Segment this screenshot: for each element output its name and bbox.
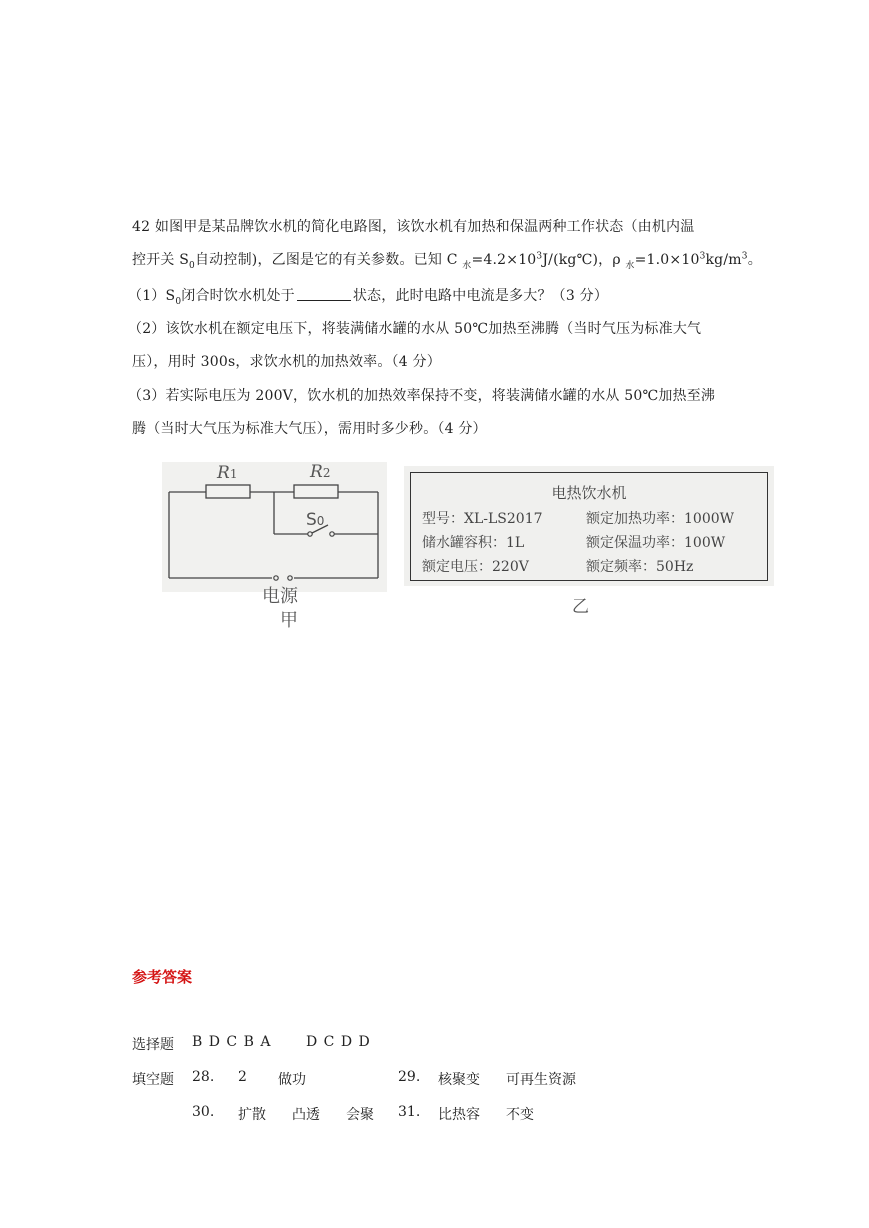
fill-item: 不变 xyxy=(506,1107,534,1123)
question-part-3-line-2: 腾（当时大气压为标准大气压），需用时多少秒。（4 分） xyxy=(132,421,487,437)
fill-item: 比热容 xyxy=(438,1107,480,1123)
fill-item: 31. xyxy=(398,1104,421,1120)
nameplate-keep-power: 额定保温功率：100W xyxy=(586,535,726,551)
circuit-diagram xyxy=(162,462,387,592)
fill-item: 扩散 xyxy=(238,1107,266,1123)
fill-item: 28. xyxy=(192,1069,215,1085)
nameplate-model: 型号：XL-LS2017 xyxy=(422,511,543,527)
question-line-1: 42 如图甲是某品牌饮水机的简化电路图，该饮水机有加热和保温两种工作状态（由机内温 xyxy=(132,219,695,235)
question-part-1: $(1)S_0$闭合时饮水机处于 状态，此时电路中电流是多大？（3 分） xyxy=(128,288,609,307)
choice-answers-1: B D C B A xyxy=(192,1034,272,1050)
fill-item: 可再生资源 xyxy=(506,1072,576,1088)
fill-item: 会聚 xyxy=(346,1107,374,1123)
figure-jia-label: 甲 xyxy=(280,610,298,631)
choice-label: 选择题 xyxy=(132,1037,174,1053)
nameplate-title: 电热饮水机 xyxy=(551,484,627,502)
fill-label: 填空题 xyxy=(132,1072,174,1088)
figure-yi-label: 乙 xyxy=(572,597,589,617)
fill-item: 做功 xyxy=(278,1072,306,1088)
circuit-wires xyxy=(162,462,387,592)
fill-item: 29. xyxy=(398,1069,421,1085)
question-part-2-line-2: 压），用时 300s，求饮水机的加热效率。（4 分） xyxy=(132,354,441,370)
r1-label: R1 xyxy=(217,463,238,483)
question-line-2: 控开关 $S_0$自动控制)，乙图是它的有关参数。已知 C $_水=4.2\times 10^3J/(kg℃)$，ρ $_水=1.0\times 10^3kg/m^3$。 xyxy=(132,251,762,271)
question-part-2-line-1: （2）该饮水机在额定电压下，将装满储水罐的水从 50℃加热至沸腾（当时气压为标准大气 xyxy=(128,321,702,337)
nameplate xyxy=(404,466,774,586)
fill-item: 凸透 xyxy=(292,1107,320,1123)
fill-item: 30. xyxy=(192,1104,215,1120)
answer-blank xyxy=(297,288,351,301)
nameplate-voltage: 额定电压：220V xyxy=(422,559,529,575)
switch-label: S0 xyxy=(306,510,325,530)
power-source-label: 电源 xyxy=(262,586,298,607)
choice-answers-2: D C D D xyxy=(306,1034,371,1050)
nameplate-heat-power: 额定加热功率：1000W xyxy=(586,511,735,527)
fill-item: 核聚变 xyxy=(438,1072,480,1088)
fill-item: 2 xyxy=(238,1069,247,1085)
question-part-3-line-1: （3）若实际电压为 200V，饮水机的加热效率保持不变，将装满储水罐的水从 50℃加热至沸 xyxy=(128,388,716,404)
answer-title: 参考答案 xyxy=(132,968,193,986)
r2-label: R2 xyxy=(310,462,331,482)
nameplate-capacity: 储水罐容积：1L xyxy=(422,535,525,551)
nameplate-frequency: 额定频率：50Hz xyxy=(586,559,694,575)
